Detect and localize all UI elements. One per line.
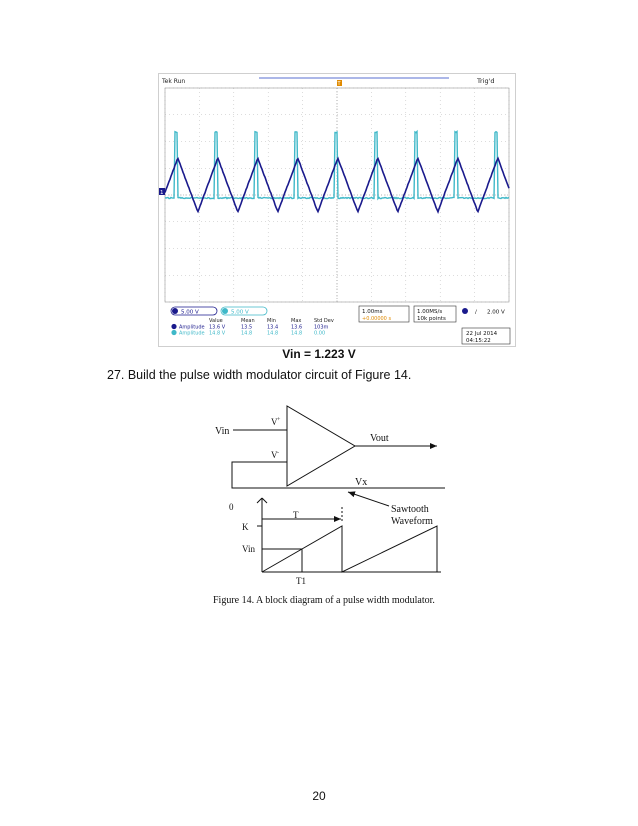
trigger-level: 2.00 V: [487, 309, 505, 316]
meas-row-1-max: 13.6: [291, 324, 303, 331]
sawtooth-label-line1: Sawtooth: [391, 504, 429, 515]
meas-row-2-label: Amplitude: [179, 330, 205, 337]
trigger-marker-label: T: [337, 81, 341, 87]
channel-scale-readouts: [171, 307, 267, 316]
sample-rate: 1.00MS/s: [417, 309, 443, 315]
figure-caption: Figure 14. A block diagram of a pulse width modulator.: [213, 595, 435, 606]
axis-zero-label: 0: [229, 502, 234, 512]
trigger-position-value: +0.00000 s: [362, 316, 392, 322]
sawtooth-pointer-arrow: [348, 492, 389, 506]
sawtooth-label-line2: Waveform: [391, 516, 433, 527]
vx-label: Vx: [355, 477, 368, 488]
trigger-position-marker: [337, 80, 343, 87]
meas-row-2-mean: 14.8: [241, 330, 253, 337]
meas-row-1-min: 13.4: [267, 324, 279, 331]
meas-row-2-max: 14.8: [291, 330, 303, 337]
meas-header-max: Max: [291, 318, 302, 324]
channel-1-ground-marker: [159, 188, 165, 196]
vin-axis-label: Vin: [242, 544, 255, 554]
oscilloscope-screenshot: [158, 73, 516, 347]
trigger-level-readout: [462, 308, 505, 316]
pwm-block-diagram: [205, 400, 475, 610]
meas-row-2-min: 14.8: [267, 330, 279, 337]
vin-caption: Vin = 1.223 V: [282, 347, 356, 361]
meas-header-stddev: Std Dev: [314, 318, 334, 324]
date-time-readout: [462, 328, 510, 344]
instruction-step-27: 27. Build the pulse width modulator circuit of Figure 14.: [107, 368, 412, 382]
period-label: T: [293, 510, 299, 520]
figure-14: [205, 400, 475, 610]
capture-date: 22 Jul 2014: [466, 331, 498, 337]
svg-text:/: /: [475, 309, 477, 316]
v-minus-superscript: -: [277, 450, 279, 456]
vin-input-label: Vin: [215, 426, 230, 437]
vout-label: Vout: [370, 433, 389, 444]
comparator-symbol: [287, 406, 355, 486]
meas-header-mean: Mean: [241, 318, 255, 324]
scope-status-label: Tek Run: [162, 78, 186, 85]
meas-row-1-label: Amplitude: [179, 324, 205, 331]
v-plus-label: V: [271, 417, 278, 427]
page-number: 20: [312, 789, 326, 803]
v-minus-label: V: [271, 450, 278, 460]
timebase-value: 1.00ms: [362, 309, 383, 315]
meas-row-2-value: 14.8 V: [209, 330, 226, 337]
ch2-scale: 5.00 V: [231, 309, 249, 316]
measurement-table: [171, 318, 333, 337]
k-label: K: [242, 522, 249, 532]
acquisition-readout: [414, 306, 456, 322]
meas-row-1-value: 13.6 V: [209, 324, 226, 331]
t1-label: T1: [296, 576, 306, 586]
meas-header-min: Min: [267, 318, 276, 324]
svg-text:1: 1: [160, 190, 164, 196]
meas-row-2-stddev: 0.00: [314, 330, 326, 337]
scope-trigger-status: Trig'd: [477, 77, 495, 85]
oscilloscope-display: [159, 74, 515, 346]
timebase-readout: [359, 306, 409, 322]
sawtooth-input-wire: [232, 462, 445, 488]
meas-header-value: Value: [209, 318, 223, 324]
meas-row-1-mean: 13.5: [241, 324, 253, 331]
ch1-scale: 5.00 V: [181, 309, 199, 316]
v-plus-superscript: +: [277, 417, 281, 423]
capture-time: 04:15:22: [466, 338, 491, 344]
meas-row-1-stddev: 103m: [314, 324, 329, 331]
record-length: 10k points: [417, 316, 446, 322]
